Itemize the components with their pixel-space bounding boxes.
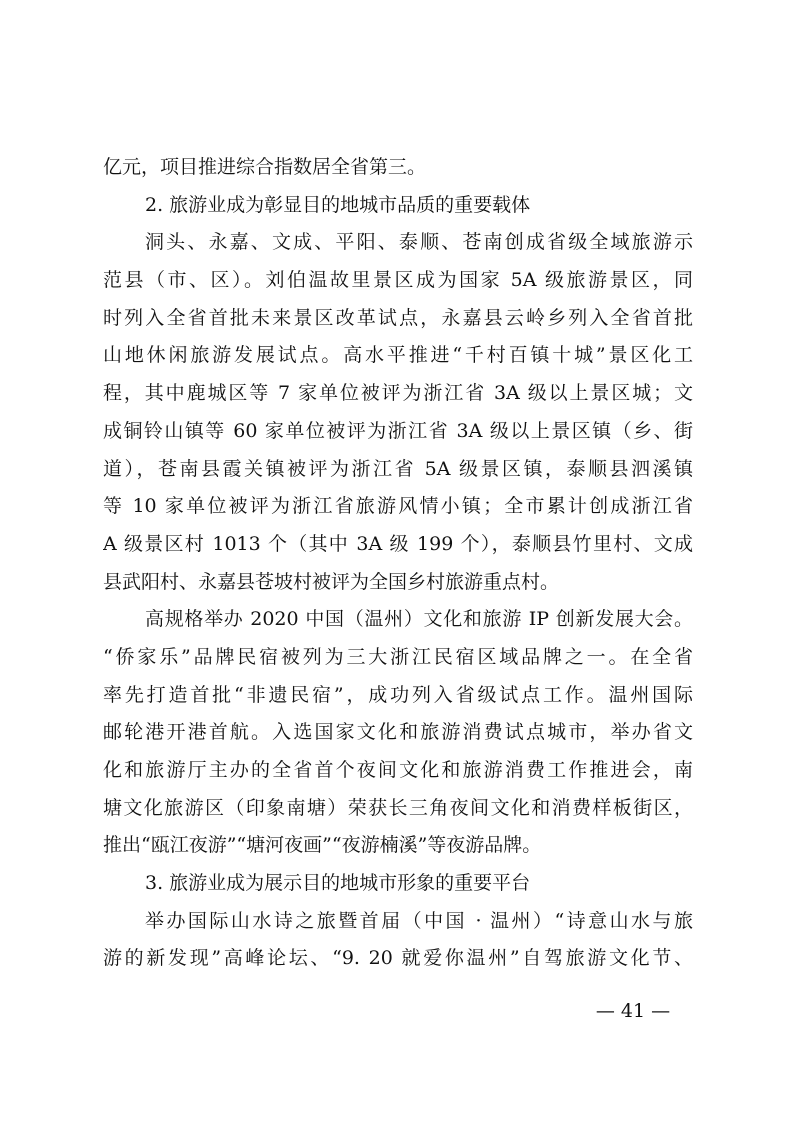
text-line: 化和旅游厅主办的全省首个夜间文化和旅游消费工作推进会，南 <box>103 759 693 781</box>
text-line: 邮轮港开港首航。入选国家文化和旅游消费试点城市，举办省文 <box>103 721 693 744</box>
text-line: 高规格举办 2020 中国（温州）文化和旅游 IP 创新发展大会。 <box>145 608 693 631</box>
text-line: 洞头、永嘉、文成、平阳、泰顺、苍南创成省级全域旅游示 <box>145 231 693 254</box>
text-line: 县武阳村、永嘉县苍坡村被评为全国乡村旅游重点村。 <box>103 570 560 593</box>
text-line: 2. 旅游业成为彰显目的地城市品质的重要载体 <box>145 193 531 216</box>
text-line: 时列入全省首批未来景区改革试点，永嘉县云岭乡列入全省首批 <box>103 306 693 329</box>
text-line: 等 10 家单位被评为浙江省旅游风情小镇；全市累计创成浙江省 <box>103 495 693 518</box>
body-text <box>103 149 693 978</box>
text-line: 推出“瓯江夜游”“塘河夜画”“夜游楠溪”等夜游品牌。 <box>103 834 542 857</box>
text-line: 举办国际山水诗之旅暨首届（中国 · 温州）“诗意山水与旅 <box>145 909 693 932</box>
text-line: A 级景区村 1013 个（其中 3A 级 199 个），泰顺县竹里村、文成 <box>103 532 693 555</box>
page-number: — 41 — <box>595 1000 671 1022</box>
text-line: 塘文化旅游区（印象南塘）荣获长三角夜间文化和消费样板街区， <box>103 796 693 819</box>
text-line: 亿元，项目推进综合指数居全省第三。 <box>103 156 427 178</box>
text-line: 游的新发现”高峰论坛、“9. 20 就爱你温州”自驾旅游文化节、 <box>103 947 693 970</box>
text-line: 程，其中鹿城区等 7 家单位被评为浙江省 3A 级以上景区城；文 <box>103 382 693 405</box>
text-line: 山地休闲旅游发展试点。高水平推进“千村百镇十城”景区化工 <box>103 344 693 367</box>
text-line: 率先打造首批“非遗民宿”，成功列入省级试点工作。温州国际 <box>103 683 693 706</box>
text-line: 道），苍南县霞关镇被评为浙江省 5A 级景区镇，泰顺县泗溪镇 <box>103 457 693 480</box>
text-line: 成铜铃山镇等 60 家单位被评为浙江省 3A 级以上景区镇（乡、街 <box>103 419 693 442</box>
text-line: 范县（市、区）。刘伯温故里景区成为国家 5A 级旅游景区，同 <box>103 269 693 292</box>
text-line: “侨家乐”品牌民宿被列为三大浙江民宿区域品牌之一。在全省 <box>103 645 693 668</box>
text-line: 3. 旅游业成为展示目的地城市形象的重要平台 <box>145 872 531 895</box>
